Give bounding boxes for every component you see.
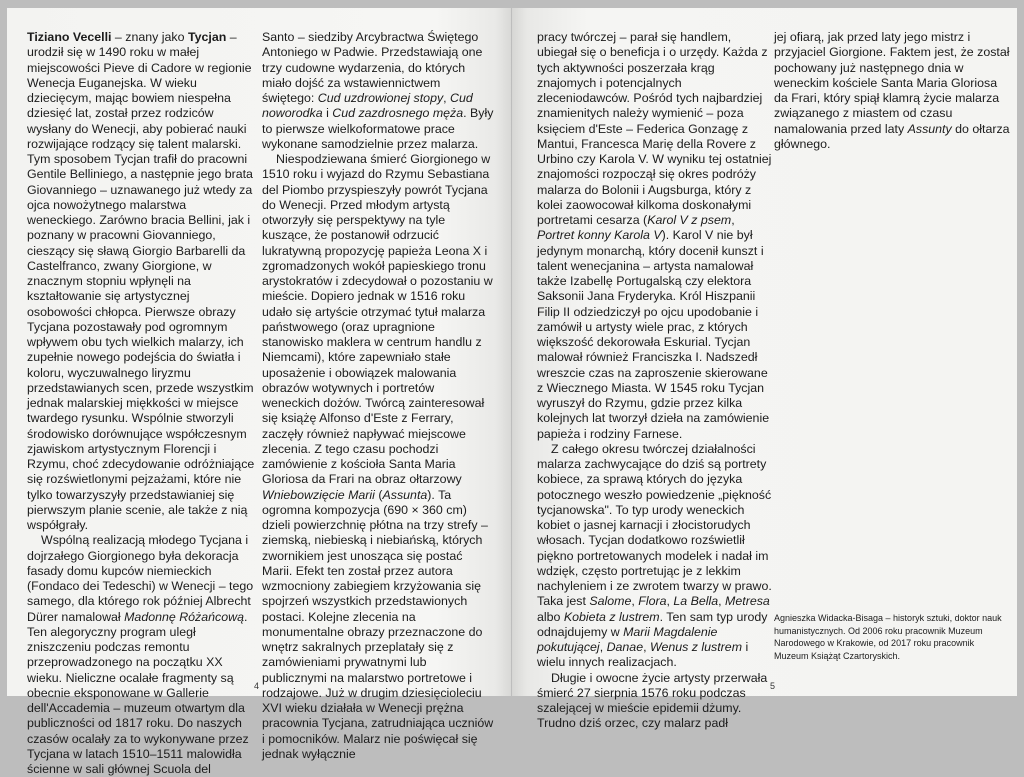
artwork-title: Karol V z psem — [647, 213, 732, 227]
book-spread — [7, 8, 1017, 776]
artwork-title: Cud noworodka — [262, 91, 473, 121]
text-column-3 — [537, 30, 772, 732]
artwork-title: Cud uzdrowionej stopy — [317, 91, 444, 105]
paragraph: jej ofiarą, jak przed laty jego mistrz i przyjaciel Giorgione. Faktem jest, że został pochowany już następnego dnia w weneckim kościele Santa Maria Gloriosa da Frari, który spiął klamrą życie malarza związanego z miastem od czasu namalowania przed laty Assunty do ołtarza głównego. — [774, 30, 1010, 151]
artwork-title: Danae — [606, 640, 644, 654]
text-column-4 — [774, 30, 1010, 152]
left-page — [7, 8, 511, 776]
artwork-title: Kobieta z lustrem — [563, 609, 660, 624]
paragraph: Wspólną realizacją młodego Tycjana i dojrzałego Giorgionego była dekoracja fasady domu kupców niemieckich (Fondaco dei Tedeschi) w Wenecji – tego samego, dla którego rok później Albrecht Dürer namalował Madonnę Różańcową. Ten alegoryczny program uległ zniszczeniu podczas remontu przeprowadzonego na początku XX wieku. Nieliczne ocalałe fragmenty są obecnie eksponowane w Gallerie dell'Accademia – muzeum otwartym dla publiczności od 1817 roku. Do naszych czasów ocalały za to wykonywane przez Tycjana w latach 1510–1511 malowidła ścienne w sali głównej Scuola del — [27, 533, 254, 776]
artwork-title: Assunta — [382, 487, 428, 502]
artwork-title: Assunty — [907, 121, 952, 136]
artwork-title: Salome — [589, 594, 632, 609]
artwork-title: Cud zazdrosnego męża — [332, 106, 464, 121]
page-number: 5 — [770, 681, 776, 691]
paragraph: Niespodziewana śmierć Giorgionego w 1510 roku i wyjazd do Rzymu Sebastiana del Piombo przyspieszyły powrót Tycjana do Wenecji. Przed młodym artystą otworzyły się perspektywy na tyle kuszące, że postanowił odrzucić lukratywną propozycję papieża Leona X i zgromadzonych wokół papieskiego tronu arystokratów i zdecydował o pozostaniu w mieście. Dopiero jednak w 1516 roku udało się artyście otrzymać tytuł malarza państwowego (oraz upragnione stanowisko maklera w centrum handlu z Niemcami), które zapewniało stałe uposażenie i obowiązek malowania obrazów wotywnych i portretów weneckich dożów. Twórcą zainteresował się książę Alfonso d'Este z Ferrary, zaczęły również napływać miejscowe zlecenia. Z tego czasu pochodzi zamówienie z kościoła Santa Maria Gloriosa da Frari na obraz ołtarzowy Wniebowzięcie Marii (Assunta). Ta ogromna kompozycja (690 × 360 cm) dzieli powierzchnię płótna na trzy strefy – ziemską, niebieską i niebiańską, których zwornikiem jest unosząca się postać Marii. Efekt ten został przez autora wzmocniony zabiegiem krzyżowania się spojrzeń wszystkich przedstawionych postaci. Kolejne zlecenia na monumentalne obrazy przeznaczone do wnętrz sakralnych przeplatały się z zamówieniami prywatnymi lub publicznymi na malarstwo portretowe i rodzajowe. Już w drugim dziesięcioleciu XVI wieku działała w Wenecji prężna pracownia Tycjana, zatrudniająca uczniów i pomocników. Malarz nie poświęcał się jednak wyłącznie — [262, 152, 494, 761]
paragraph: Tiziano Vecelli – znany jako Tycjan – urodził się w 1490 roku w małej miejscowości Pieve di Cadore w regionie Wenecja Euganejska. W wieku dziecięcym, mając bowiem niespełna dziesięć lat, został przez rodziców wysłany do Wenecji, aby pobierać nauki rozwijające rodzący się talent malarski. Tym sposobem Tycjan trafił do pracowni Gentile Belliniego, a następnie jego brata Giovanniego – uznawanego już wtedy za ojca nowożytnego malarstwa weneckiego. Zarówno bracia Bellini, jak i poznany w pracowni Giovanniego, cieszący się sławą Giorgio Barbarelli da Castelfranco, zwany Giorgione, w znacznym stopniu wpłynęli na kształtowanie się artystycznej osobowości chłopca. Pierwsze obrazy Tycjana pozostawały pod ogromnym wpływem obu tych wielkich malarzy, ich zupełnie nowego podejścia do światła i koloru, wyczuwalnego liryzmu przedstawianych scen, przede wszystkim jednak malarskiej miękkości w miejsce twardego rysunku. Wspólnie stworzyli środowisko dorównujące współczesnym zjawiskom artystycznym Florencji i Rzymu, choć zdecydowanie odróżniające się rozświetlonymi pejzażami, które nie tylko towarzyszyły przedstawianiej się pierwszym planie scenie, ale także z nią współgrały. — [27, 30, 255, 532]
artwork-title: Wniebowzięcie Marii — [262, 487, 375, 502]
right-page — [512, 8, 1017, 731]
artwork-title: Marii Magdalenie pokutującej — [537, 624, 718, 654]
text-column-2 — [262, 30, 494, 762]
paragraph: Z całego okresu twórczej działalności malarza zachwycające do dziś są portrety kobiece, za sprawą których do języka potocznego weszło powiedzenie „piękność tycjanowska". To typ urody weneckich kobiet o jasnej karnacji i złocistorudych włosach. Tycjan dodatkowo rozświetlił piękno portretowanych modelek i nadał im wdzięk, często portretując je z lekkim nachyleniem i ze zwrotem twarzy w prawo. Taka jest Salome, Flora, La Bella, Metresa albo Kobieta z lustrem. Ten sam typ urody odnajdujemy w Marii Magdalenie pokutującej, Danae, Wenus z lustrem i wielu innych realizacjach. — [537, 441, 772, 670]
author-name: Tiziano Vecelli — [27, 30, 112, 44]
paragraph: Santo – siedziby Arcybractwa Świętego Antoniego w Padwie. Przedstawiają one trzy cudowne wydarzenia, do których miało dojść za wstawiennictwem świętego: Cud uzdrowionej stopy, Cud noworodka i Cud zazdrosnego męża. Były to pierwsze wielkoformatowe prace wykonane samodzielnie przez malarza. — [262, 30, 494, 151]
paragraph: Długie i owocne życie artysty przerwała śmierć 27 sierpnia 1576 roku podczas szalejącej w mieście epidemii dżumy. Trudno dziś orzec, czy malarz padł — [537, 670, 768, 731]
page-number: 4 — [254, 681, 260, 691]
artwork-title: La Bella — [673, 594, 719, 609]
artwork-title: Portret konny Karola V — [537, 228, 662, 243]
artwork-title: Wenus z lustrem — [649, 640, 743, 654]
paragraph: pracy twórczej – parał się handlem, ubiegał się o beneficja i o urzędy. Każda z tych aktywności poszerzała krąg znajomych i potencjalnych zleceniodawców. Pośród tych najbardziej znamienitych należy wymienić – poza księciem d'Este – Federica Gonzagę z Mantui, Francesca Marię della Rovere z Urbino czy Karola V. W wyniku tej ostatniej znajomości rozpoczął się okres podróży malarza do Bolonii i Augsburga, który z kolei zaowocował kilkoma doskonałymi portretami cesarza (Karol V z psem, Portret konny Karola V). Karol V nie był jedynym monarchą, który docenił kunszt i talent wenecjanina – artysta namalował także Izabellę Portugalską czy elektora Saksonii Jana Fryderyka. Król Hiszpanii Filip II odziedziczył po ojcu upodobanie i zamówił u artysty wiele prac, z których większość dekorowała Eskurial. Tycjan malował również Franciszka I. Nadszedł wreszcie czas na zaproszenie skierowane z Wiecznego Miasta. W 1545 roku Tycjan wyruszył do Rzymu, gdzie przez kilka kolejnych lat tworzył dzieła na zamówienie papieża i rodziny Farnese. — [537, 30, 772, 441]
artwork-title: Metresa — [725, 594, 770, 609]
nickname: Tycjan — [187, 30, 227, 44]
text-column-1 — [27, 30, 260, 777]
author-bio: Agnieszka Widacka-Bisaga – historyk sztuki, doktor nauk humanistycznych. Od 2006 roku pracownik Muzeum Narodowego w Krakowie, od 2017 roku pracownik Muzeum Książąt Czartoryskich. — [774, 613, 1002, 661]
artwork-title: Flora — [638, 594, 667, 609]
artwork-title: Madonnę Różańcową — [124, 609, 244, 624]
